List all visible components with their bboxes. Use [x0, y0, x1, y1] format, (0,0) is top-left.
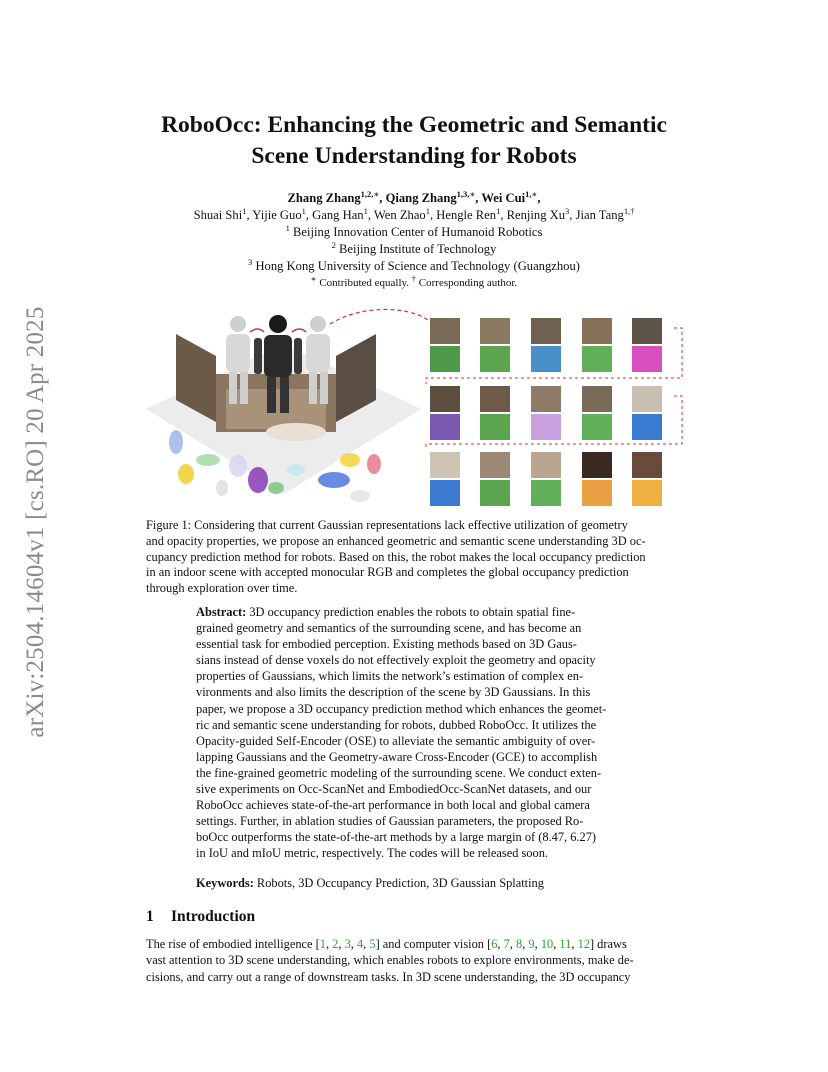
citation-link[interactable]: 8: [516, 937, 523, 951]
keywords: [196, 876, 544, 891]
author-line-1: Zhang Zhang$^{1,2,∗}$, Qiang Zhang$^{1,3,∗}$, Wei Cui$^{1,∗}$,: [287, 188, 541, 205]
citation-link[interactable]: 9: [528, 937, 535, 951]
author-name: Jian Tang: [575, 208, 624, 222]
author-sup: 1: [496, 205, 501, 216]
title-line-2: Scene Understanding for Robots: [251, 143, 577, 169]
paper-title: [140, 110, 688, 172]
citation-link[interactable]: 10: [540, 937, 554, 951]
frame-row-2: [430, 386, 662, 440]
citation-link[interactable]: 2: [332, 937, 339, 951]
keywords-text: Robots, 3D Occupancy Prediction, 3D Gaussian Splatting: [253, 876, 544, 890]
author-sup: 1,†: [623, 205, 635, 216]
robot-scene: [146, 309, 430, 502]
abstract-line: paper, we propose a 3D occupancy prediction method which enhances the geomet-: [196, 701, 607, 716]
author-name: Zhang Zhang: [287, 191, 361, 205]
citation-link[interactable]: 3: [344, 937, 351, 951]
citation-link[interactable]: 5: [369, 937, 376, 951]
author-name: Wen Zhao: [373, 208, 426, 222]
affiliation-2: $^2$ Beijing Institute of Technology: [331, 239, 497, 256]
author-sup: 1,3,∗: [456, 188, 476, 199]
figure-illustration: [146, 304, 686, 510]
citation-link[interactable]: 12: [577, 937, 590, 951]
abstract-line: properties of Gaussians, which limits the network’s estimation of complex en-: [196, 669, 584, 684]
citation-link[interactable]: 1: [319, 937, 326, 951]
abstract-line: sive experiments on Occ-ScanNet and EmbodiedOcc-ScanNet datasets, and our: [196, 782, 592, 797]
citation-link[interactable]: 4: [356, 937, 364, 951]
author-sup: 1: [425, 205, 430, 216]
author-notes: ∗ Contributed equally. † Corresponding author.: [310, 273, 518, 289]
author-sup: 1: [242, 205, 247, 216]
abstract-line: RoboOcc achieves state-of-the-art performance in both local and global camera: [196, 798, 590, 813]
abstract-line: settings. Further, in ablation studies of Gaussian parameters, the proposed Ro-: [196, 814, 584, 829]
author-block: [140, 190, 688, 292]
abstract-line: essential task for embodied perception. Existing methods based on 3D Gaus-: [196, 637, 577, 652]
section-title: Introduction: [171, 908, 256, 925]
abstract-line: Opacity-guided Self-Encoder (OSE) to alleviate the semantic ambiguity of over-: [196, 733, 596, 748]
section-number: 1: [146, 908, 154, 925]
author-name: Shuai Shi: [193, 208, 243, 222]
arxiv-sidebar: [16, 282, 56, 762]
intro-line: The rise of embodied intelligence [1, 2, 3, 4, 5] and computer vision [6, 7, 8, 9, 10, 11, 12] draws: [146, 937, 627, 951]
citation-link[interactable]: 11: [559, 937, 572, 951]
abstract-label: Abstract:: [196, 605, 247, 619]
arxiv-id: arXiv:2504.14604v1 [cs.RO] 20 Apr 2025: [22, 306, 49, 738]
affiliation-1: $^1$ Beijing Innovation Center of Humanoid Robotics: [285, 222, 543, 239]
abstract-line: the fine-grained geometric modeling of the surrounding scene. We conduct exten-: [196, 765, 602, 780]
author-sup: 1: [363, 205, 368, 216]
caption-line: cupancy prediction method for robots. Based on this, the robot makes the local occupancy prediction: [146, 549, 646, 564]
author-name: Yijie Guo: [252, 208, 302, 222]
abstract-line: boOcc outperforms the state-of-the-art methods by a large margin of (8.47, 6.27): [196, 830, 597, 845]
author-line-2: Shuai Shi$^1$, Yijie Guo$^1$, Gang Han$^1$, Wen Zhao$^1$, Hengle Ren$^1$, Renjing Xu$^3$, Jian Tang$^{1,\dagger}$: [193, 205, 635, 222]
author-name: Wei Cui: [481, 191, 526, 205]
intro-line: cisions, and carry out a range of downstream tasks. In 3D scene understanding, the 3D occupancy: [146, 969, 631, 984]
abstract-line: vironments and also limits the description of the scene by 3D Gaussians. In this: [196, 685, 591, 700]
section-heading: [146, 908, 255, 926]
figure-caption: [146, 518, 683, 597]
abstract-line: ric and semantic scene understanding for robots, dubbed RoboOcc. It utilizes the: [196, 717, 597, 732]
author-name: Qiang Zhang: [385, 191, 457, 205]
frame-row-1: [430, 318, 662, 372]
caption-line: Figure 1: Considering that current Gaussian representations lack effective utilization of geometry: [146, 518, 628, 532]
keywords-label: Keywords:: [196, 876, 254, 890]
author-sup: 1: [301, 205, 306, 216]
author-name: Gang Han: [312, 208, 364, 222]
author-sup: 1,2,∗: [360, 188, 380, 199]
abstract-line: in IoU and mIoU metric, respectively. The codes will be released soon.: [196, 846, 548, 861]
caption-line: through exploration over time.: [146, 581, 298, 596]
author-name: Renjing Xu: [506, 208, 566, 222]
citation-link[interactable]: 7: [503, 937, 510, 951]
abstract: [196, 604, 634, 862]
author-name: Hengle Ren: [436, 208, 497, 222]
caption-line: in an indoor scene with accepted monocular RGB and completes the global occupancy prediction: [146, 565, 629, 580]
caption-line: and opacity properties, we propose an enhanced geometric and semantic scene understanding 3D oc-: [146, 533, 646, 548]
title-line-1: RoboOcc: Enhancing the Geometric and Semantic: [161, 112, 667, 138]
intro-line: vast attention to 3D scene understanding, which enables robots to explore environments, make de-: [146, 953, 634, 968]
occupancy-frame-grid: [426, 318, 682, 506]
abstract-line: lapping Gaussians and the Geometry-aware Cross-Encoder (GCE) to accomplish: [196, 749, 598, 764]
abstract-line: sians instead of dense voxels do not effectively exploit the geometry and opacity: [196, 653, 596, 668]
figure-1: [146, 304, 686, 510]
author-sup: 1,∗: [525, 188, 538, 199]
frame-row-3: [430, 452, 662, 506]
intro-paragraph: [146, 936, 683, 985]
affiliation-3: $^3$ Hong Kong University of Science and Technology (Guangzhou): [248, 256, 580, 273]
abstract-line: grained geometry and semantics of the surrounding scene, and has become an: [196, 621, 582, 636]
citation-link[interactable]: 6: [491, 937, 498, 951]
author-sup: 3: [565, 205, 570, 216]
abstract-line: Abstract: 3D occupancy prediction enables the robots to obtain spatial fine-: [196, 605, 576, 619]
